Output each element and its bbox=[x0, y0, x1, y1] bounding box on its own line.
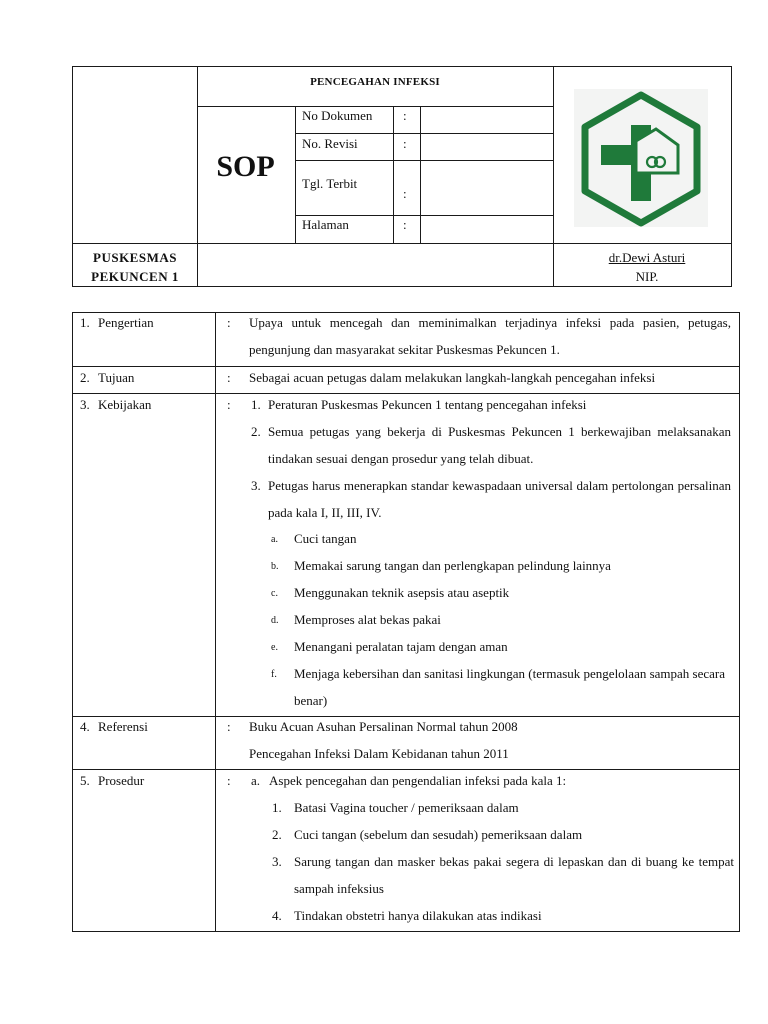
procedure-heading-letter: a. bbox=[251, 773, 261, 788]
sub-item-letter: b. bbox=[271, 561, 279, 572]
sub-item-letter: d. bbox=[271, 615, 279, 626]
sub-item-text: Cuci tangan bbox=[294, 531, 357, 546]
reference-line: Pencegahan Infeksi Dalam Kebidanan tahun 2011 bbox=[249, 746, 509, 761]
procedure-step-text: Cuci tangan (sebelum dan sesudah) pemeriksaan dalam bbox=[294, 827, 583, 842]
tujuan-text: Sebagai acuan petugas dalam melakukan langkah-langkah pencegahan infeksi bbox=[249, 370, 656, 385]
meta-colon: : bbox=[403, 108, 407, 123]
section-number: 2. bbox=[80, 370, 90, 385]
policy-item-text: Semua petugas yang bekerja di Puskesmas Pekuncen 1 berkewajiban melaksanakan tindakan sesuai dengan prosedur yang telah dibuat. bbox=[268, 424, 731, 466]
puskesmas-logo-icon bbox=[574, 89, 708, 227]
procedure-step-text: Sarung tangan dan masker bekas pakai segera di lepaskan dan di buang ke tempat sampah infeksius bbox=[294, 854, 734, 896]
section-number: 4. bbox=[80, 719, 90, 734]
sop-label: SOP bbox=[216, 150, 275, 183]
meta-label-no-revisi: No. Revisi bbox=[302, 136, 358, 151]
sub-item-text: Menjaga kebersihan dan sanitasi lingkungan (termasuk pengelolaan sampah secara benar) bbox=[294, 666, 726, 708]
organization-name bbox=[74, 248, 196, 286]
signer-nip: NIP. bbox=[635, 269, 659, 284]
sub-item-letter: f. bbox=[271, 669, 277, 680]
procedure-step-number: 4. bbox=[272, 908, 282, 923]
meta-label-no-dokumen: No Dokumen bbox=[302, 108, 373, 123]
procedure-heading: Aspek pencegahan dan pengendalian infeksi pada kala 1: bbox=[269, 773, 567, 788]
sub-item-letter: a. bbox=[271, 534, 278, 545]
meta-colon: : bbox=[403, 217, 407, 232]
meta-colon: : bbox=[403, 136, 407, 151]
section-colon: : bbox=[227, 719, 231, 734]
policy-item-text: Peraturan Puskesmas Pekuncen 1 tentang pencegahan infeksi bbox=[268, 397, 587, 412]
meta-label-halaman: Halaman bbox=[302, 217, 349, 232]
sub-item-text: Menggunakan teknik asepsis atau aseptik bbox=[294, 585, 510, 600]
section-colon: : bbox=[227, 397, 231, 412]
procedure-step-text: Tindakan obstetri hanya dilakukan atas indikasi bbox=[294, 908, 542, 923]
signer-name: dr.Dewi Asturi bbox=[608, 250, 686, 265]
reference-line: Buku Acuan Asuhan Persalinan Normal tahun 2008 bbox=[249, 719, 518, 734]
document-title: PENCEGAHAN INFEKSI bbox=[310, 76, 440, 88]
section-colon: : bbox=[227, 370, 231, 385]
section-label-pengertian: Pengertian bbox=[98, 315, 154, 330]
procedure-step-number: 2. bbox=[272, 827, 282, 842]
policy-item-text: Petugas harus menerapkan standar kewaspadaan universal dalam pertolongan persalinan pada kala I, II, III, IV. bbox=[268, 478, 731, 520]
sub-item-text: Memproses alat bekas pakai bbox=[294, 612, 441, 627]
meta-colon: : bbox=[403, 186, 407, 201]
procedure-step-number: 1. bbox=[272, 800, 282, 815]
section-label-prosedur: Prosedur bbox=[98, 773, 145, 788]
procedure-step-number: 3. bbox=[272, 854, 282, 869]
procedure-step-text: Batasi Vagina toucher / pemeriksaan dalam bbox=[294, 800, 519, 815]
section-label-kebijakan: Kebijakan bbox=[98, 397, 152, 412]
org-line-1: PUSKESMAS bbox=[93, 250, 177, 265]
policy-item-number: 1. bbox=[251, 397, 261, 412]
org-line-2: PEKUNCEN 1 bbox=[91, 269, 179, 284]
section-number: 1. bbox=[80, 315, 90, 330]
section-label-referensi: Referensi bbox=[98, 719, 148, 734]
logo-box bbox=[574, 89, 708, 227]
sub-item-text: Memakai sarung tangan dan perlengkapan pelindung lainnya bbox=[294, 558, 611, 573]
sub-item-text: Menangani peralatan tajam dengan aman bbox=[294, 639, 508, 654]
section-colon: : bbox=[227, 315, 231, 330]
section-number: 3. bbox=[80, 397, 90, 412]
sub-item-letter: c. bbox=[271, 588, 278, 599]
pengertian-text: Upaya untuk mencegah dan meminimalkan terjadinya infeksi pada pasien, petugas, pengunjung dan masyarakat sekitar Puskesmas Pekuncen 1. bbox=[249, 315, 731, 357]
sub-item-letter: e. bbox=[271, 642, 278, 653]
section-colon: : bbox=[227, 773, 231, 788]
section-label-tujuan: Tujuan bbox=[98, 370, 135, 385]
meta-label-tgl-terbit: Tgl. Terbit bbox=[302, 176, 358, 191]
policy-item-number: 3. bbox=[251, 478, 261, 493]
signer-block bbox=[554, 248, 740, 286]
section-number: 5. bbox=[80, 773, 90, 788]
policy-item-number: 2. bbox=[251, 424, 261, 439]
